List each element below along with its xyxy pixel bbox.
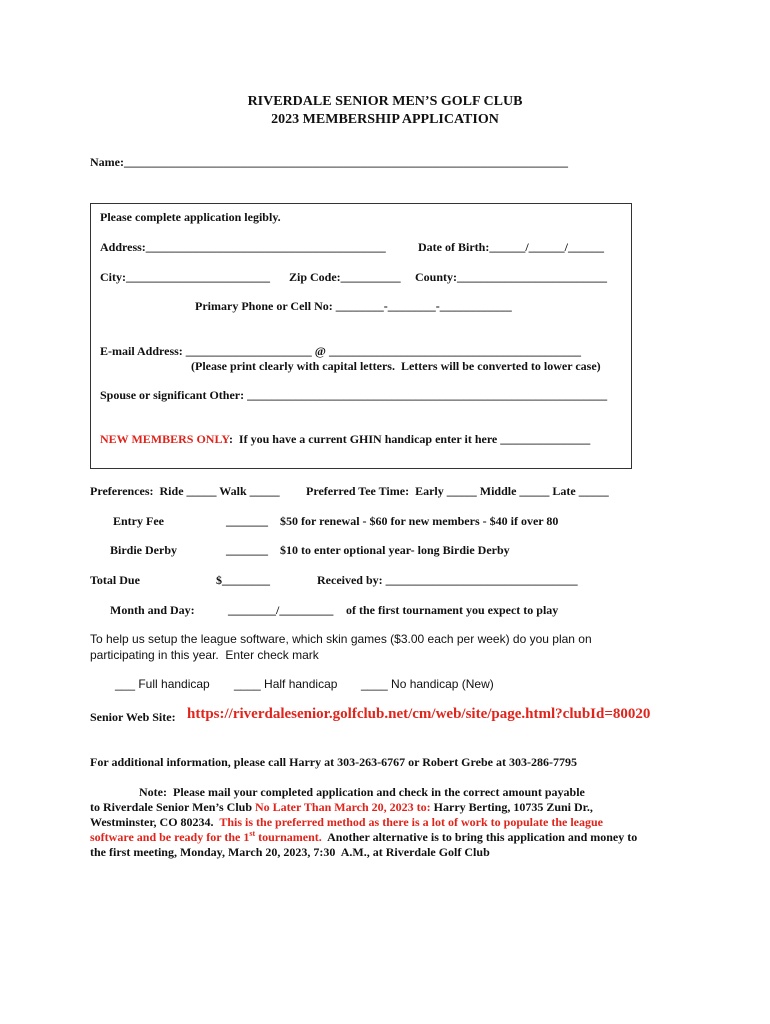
- note-line3-text: Westminster, CO 80234.: [90, 815, 220, 829]
- month-day-blank[interactable]: ________/_________: [228, 603, 334, 617]
- deadline-text: No Later Than March 20, 2023 to:: [255, 800, 431, 814]
- website-label: Senior Web Site:: [90, 710, 176, 724]
- preferred-method-end: tournament.: [255, 830, 322, 844]
- entry-fee-blank[interactable]: _______: [226, 514, 268, 528]
- email-field[interactable]: E-mail Address: _____________________ @ __________________________________________: [100, 344, 581, 358]
- email-note: (Please print clearly with capital letters. Letters will be converted to lower case): [191, 359, 601, 373]
- dob-field[interactable]: Date of Birth:______/______/______: [418, 240, 604, 254]
- spouse-field[interactable]: Spouse or significant Other: ____________________________________________________________: [100, 388, 608, 402]
- note-line5: the first meeting, Monday, March 20, 2023, 7:30 A.M., at Riverdale Golf Club: [90, 845, 490, 859]
- skins-question-line2: participating in this year. Enter check mark: [90, 648, 319, 662]
- skins-question-line1: To help us setup the league software, which skin games ($3.00 each per week) do you plan on: [90, 632, 592, 646]
- county-field[interactable]: County:_________________________: [415, 270, 608, 284]
- note-line2: [90, 800, 593, 814]
- half-handicap-option[interactable]: ____ Half handicap: [234, 677, 338, 691]
- received-by-field[interactable]: Received by: ________________________________: [317, 573, 578, 587]
- zip-field[interactable]: Zip Code:__________: [289, 270, 401, 284]
- tee-time-preference[interactable]: Preferred Tee Time: Early _____ Middle _____ Late _____: [306, 484, 609, 498]
- entry-fee-label: Entry Fee: [113, 514, 164, 528]
- address-field[interactable]: Address:________________________________________: [100, 240, 386, 254]
- ordinal-suffix: st: [249, 829, 256, 838]
- new-members-label: NEW MEMBERS ONLY: [100, 432, 229, 446]
- birdie-derby-label: Birdie Derby: [110, 543, 177, 557]
- name-field[interactable]: Name:__________________________________________________________________________: [90, 155, 568, 169]
- month-day-text: of the first tournament you expect to play: [346, 603, 559, 617]
- contact-info: For additional information, please call Harry at 303-263-6767 or Robert Grebe at 303-286-7795: [90, 755, 577, 769]
- form-title: 2023 MEMBERSHIP APPLICATION: [271, 112, 499, 127]
- preferred-method-cont: software and be ready for the 1: [90, 830, 250, 844]
- mailing-address: Harry Berting, 10735 Zuni Dr.,: [430, 800, 593, 814]
- note-line1: Note: Please mail your completed application and check in the correct amount payable: [139, 785, 585, 799]
- city-field[interactable]: City:________________________: [100, 270, 270, 284]
- note-line2-text: to Riverdale Senior Men’s Club: [90, 800, 255, 814]
- note-line3: [90, 815, 603, 829]
- ghin-handicap-text: : If you have a current GHIN handicap enter it here _______________: [228, 432, 591, 446]
- total-due-label: Total Due: [90, 573, 140, 587]
- club-name: RIVERDALE SENIOR MEN’S GOLF CLUB: [247, 94, 523, 109]
- entry-fee-text: $50 for renewal - $60 for new members - $40 if over 80: [280, 514, 559, 528]
- instruction-text: Please complete application legibly.: [100, 210, 281, 224]
- month-day-label: Month and Day:: [110, 603, 195, 617]
- no-handicap-option[interactable]: ____ No handicap (New): [361, 677, 494, 691]
- ride-walk-preference[interactable]: Preferences: Ride _____ Walk _____: [90, 484, 280, 498]
- website-link[interactable]: https://riverdalesenior.golfclub.net/cm/web/site/page.html?clubId=80020: [187, 706, 651, 722]
- birdie-derby-blank[interactable]: _______: [226, 543, 268, 557]
- ghin-handicap-field[interactable]: [100, 432, 590, 446]
- birdie-derby-text: $10 to enter optional year- long Birdie Derby: [280, 543, 510, 557]
- total-due-blank[interactable]: $________: [216, 573, 270, 587]
- preferred-method-text: This is the preferred method as there is a lot of work to populate the league: [219, 815, 603, 829]
- alternative-text: Another alternative is to bring this application and money to: [321, 830, 638, 844]
- phone-field[interactable]: Primary Phone or Cell No: ________-________-____________: [195, 299, 512, 313]
- full-handicap-option[interactable]: ___ Full handicap: [115, 677, 210, 691]
- note-line4: [90, 830, 637, 844]
